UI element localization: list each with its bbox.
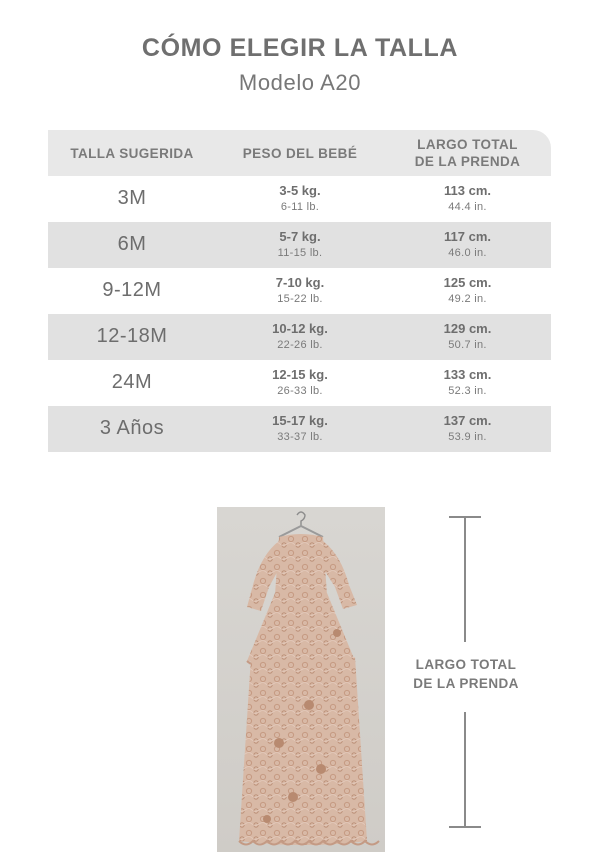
column-header-length-line1: LARGO TOTAL [417,137,518,152]
weight-kg: 15-17 kg. [272,412,328,428]
table-body [48,176,551,452]
length-cell [384,275,551,307]
column-header-length-line2: DE LA PRENDA [414,154,521,169]
weight-lb: 15-22 lb. [277,292,323,305]
weight-lb: 26-33 lb. [277,384,323,397]
model-subtitle: Modelo A20 [238,70,362,95]
table-row [48,176,551,222]
ruler-label-line1: LARGO TOTAL [415,657,517,672]
column-header-weight: PESO DEL BEBÉ [242,145,358,161]
weight-cell [216,413,384,445]
weight-lb: 22-26 lb. [277,338,323,351]
weight-kg: 3-5 kg. [279,182,321,198]
ruler-upper-line [464,516,466,642]
weight-cell [216,275,384,307]
size-cell: 12-18M [96,325,168,348]
length-in: 52.3 in. [448,384,487,397]
table-row [48,268,551,314]
length-cell [384,413,551,445]
length-in: 53.9 in. [448,430,487,443]
length-in: 44.4 in. [448,200,487,213]
weight-lb: 6-11 lb. [280,200,320,213]
weight-kg: 5-7 kg. [279,228,321,244]
weight-cell [216,229,384,261]
length-cm: 117 cm. [444,228,491,244]
weight-cell [216,321,384,353]
length-in: 50.7 in. [448,338,487,351]
length-cell [384,321,551,353]
length-in: 46.0 in. [448,246,487,259]
length-cm: 113 cm. [444,182,491,198]
size-table [48,130,551,452]
length-cm: 137 cm. [443,412,492,428]
length-cell [384,183,551,215]
length-cm: 133 cm. [443,366,492,382]
size-cell: 3 Años [99,417,165,440]
table-row [48,222,551,268]
ruler-label-line2: DE LA PRENDA [413,676,519,691]
table-row [48,360,551,406]
table-header [48,130,551,176]
length-cell [384,367,551,399]
column-header-size: TALLA SUGERIDA [70,145,194,161]
size-cell: 9-12M [102,279,162,302]
dress-photo [217,507,385,852]
ruler-lower-line [464,712,466,828]
size-cell: 3M [117,187,147,210]
weight-kg: 10-12 kg. [272,320,328,336]
ruler-bottom-cap [449,826,481,828]
weight-lb: 33-37 lb. [277,430,323,443]
length-cm: 125 cm. [443,274,492,290]
weight-cell [216,367,384,399]
weight-cell [216,183,384,215]
size-cell: 6M [117,233,147,256]
length-in: 49.2 in. [448,292,487,305]
weight-lb: 11-15 lb. [277,246,323,259]
weight-kg: 12-15 kg. [272,366,328,382]
page-title: CÓMO ELEGIR LA TALLA [141,34,459,62]
table-row [48,406,551,452]
column-header-length [384,136,551,170]
length-cm: 129 cm. [443,320,492,336]
size-cell: 24M [111,371,153,394]
christening-gown-image [217,507,385,852]
ruler-label [396,655,536,693]
table-row [48,314,551,360]
weight-kg: 7-10 kg. [275,274,325,290]
length-cell [384,229,551,261]
